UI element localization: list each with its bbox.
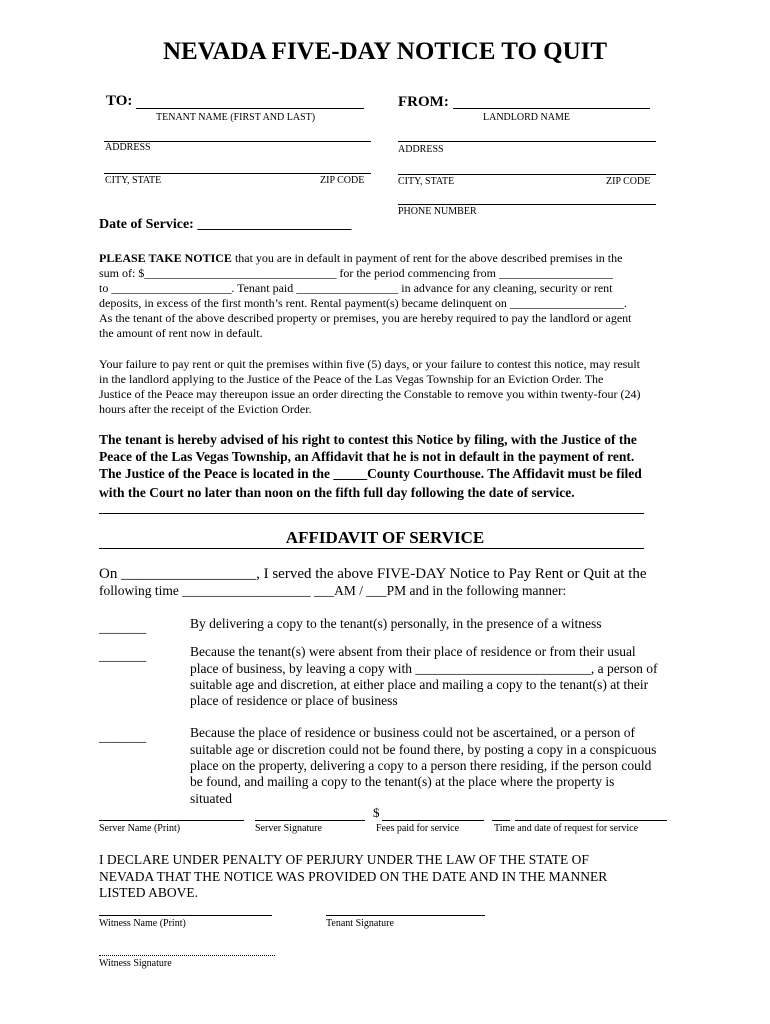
- tenant-signature-label: Tenant Signature: [326, 918, 394, 929]
- notice-line-1: [99, 251, 622, 266]
- server-name-field[interactable]: [99, 820, 244, 821]
- tenant-city-field[interactable]: [104, 173, 371, 174]
- to-label: TO:: [106, 93, 133, 109]
- tenant-address-label: ADDRESS: [105, 142, 151, 153]
- fees-label: Fees paid for service: [376, 823, 460, 834]
- fees-dollar: $: [373, 805, 380, 820]
- method-1-line-1: By delivering a copy to the tenant(s) personally, in the presence of a witness: [190, 616, 602, 631]
- time-prefix-field[interactable]: [492, 820, 510, 821]
- landlord-name-field[interactable]: [453, 108, 650, 109]
- method-2-line-3: suitable age and discretion, at either place and mailing a copy to the tenant(s) at their: [190, 677, 649, 692]
- method-3-blank[interactable]: _______: [99, 729, 147, 744]
- witness-signature-field[interactable]: [99, 955, 275, 956]
- notice-line-4: deposits, in excess of the first month’s rent. Rental payment(s) became delinquent on ___________________.: [99, 296, 627, 310]
- failure-line-2: in the landlord applying to the Justice of the Peace of the Las Vegas Township for an Eviction Order. The: [99, 372, 604, 386]
- advised-line-3: The Justice of the Peace is located in the _____County Courthouse. The Affidavit must be filed: [99, 466, 642, 481]
- landlord-zip-label: ZIP CODE: [606, 176, 651, 187]
- method-1-blank[interactable]: _______: [99, 620, 147, 635]
- tenant-name-field[interactable]: [136, 108, 364, 109]
- advised-line-4: with the Court no later than noon on the fifth full day following the date of service.: [99, 485, 575, 500]
- witness-name-field[interactable]: [99, 915, 272, 916]
- notice-line-3: to ____________________. Tenant paid _________________ in advance for any cleaning, security or rent: [99, 281, 613, 295]
- method-2-line-2: place of business, by leaving a copy with __________________________, a person of: [190, 661, 658, 676]
- failure-line-4: hours after the receipt of the Eviction Order.: [99, 402, 312, 416]
- affidavit-title: AFFIDAVIT OF SERVICE: [285, 528, 485, 547]
- served-line-1: On __________________, I served the above FIVE-DAY Notice to Pay Rent or Quit at the: [99, 566, 647, 582]
- advised-line-2: Peace of the Las Vegas Township, an Affidavit that he is not in default in the payment of rent.: [99, 449, 635, 464]
- landlord-name-label: LANDLORD NAME: [483, 112, 570, 123]
- landlord-city-field[interactable]: [398, 174, 656, 175]
- notice-line-2: sum of: $________________________________ for the period commencing from ___________________: [99, 266, 613, 280]
- server-name-label: Server Name (Print): [99, 823, 181, 834]
- divider-top: [99, 513, 644, 514]
- notice-line-1-text: that you are in default in payment of rent for the above described premises in the: [231, 251, 623, 265]
- failure-line-3: Justice of the Peace may thereupon issue an order directing the Constable to remove you within twenty-four (24): [99, 387, 641, 401]
- declaration-line-3: LISTED ABOVE.: [99, 885, 198, 900]
- fees-field[interactable]: [382, 820, 484, 821]
- document-title: NEVADA FIVE-DAY NOTICE TO QUIT: [162, 38, 608, 65]
- tenant-name-label: TENANT NAME (FIRST AND LAST): [156, 112, 316, 123]
- landlord-address-label: ADDRESS: [398, 144, 444, 155]
- method-3-line-2: suitable age or discretion could not be found there, by posting a copy in a conspicuous: [190, 742, 657, 757]
- landlord-phone-field[interactable]: [398, 204, 656, 205]
- server-signature-label: Server Signature: [255, 823, 322, 834]
- notice-line-5: As the tenant of the above described property or premises, you are hereby required to pay the landlord or agent: [99, 311, 632, 325]
- witness-signature-label: Witness Signature: [99, 958, 172, 969]
- notice-lead: PLEASE TAKE NOTICE: [99, 251, 232, 265]
- method-3-line-4: be found, and mailing a copy to the tenant(s) at the place where the property is: [190, 774, 615, 789]
- server-signature-field[interactable]: [255, 820, 365, 821]
- witness-name-label: Witness Name (Print): [99, 918, 186, 929]
- time-date-field[interactable]: [515, 820, 667, 821]
- method-3-line-1: Because the place of residence or business could not be ascertained, or a person of: [190, 725, 635, 740]
- declaration-line-1: I DECLARE UNDER PENALTY OF PERJURY UNDER THE LAW OF THE STATE OF: [99, 852, 589, 867]
- method-3-line-3: place on the property, delivering a copy to a person there residing, if the person could: [190, 758, 652, 773]
- tenant-zip-label: ZIP CODE: [320, 175, 365, 186]
- from-label: FROM:: [398, 94, 449, 110]
- served-line-2: following time ___________________ ___AM / ___PM and in the following manner:: [99, 583, 567, 598]
- date-of-service: Date of Service: ______________________: [99, 217, 352, 232]
- landlord-phone-label: PHONE NUMBER: [398, 206, 477, 217]
- method-2-line-1: Because the tenant(s) were absent from their place of residence or from their usual: [190, 644, 636, 659]
- declaration-line-2: NEVADA THAT THE NOTICE WAS PROVIDED ON THE DATE AND IN THE MANNER: [99, 869, 608, 884]
- tenant-city-label: CITY, STATE: [105, 175, 162, 186]
- method-3-line-5: situated: [190, 791, 232, 806]
- method-2-blank[interactable]: _______: [99, 648, 147, 663]
- landlord-address-field[interactable]: [398, 141, 656, 142]
- landlord-city-label: CITY, STATE: [398, 176, 455, 187]
- failure-line-1: Your failure to pay rent or quit the premises within five (5) days, or your failure to contest this notice, may result: [99, 357, 640, 371]
- tenant-signature-field[interactable]: [326, 915, 485, 916]
- notice-line-6: the amount of rent now in default.: [99, 326, 263, 340]
- time-date-label: Time and date of request for service: [494, 823, 639, 834]
- advised-line-1: The tenant is hereby advised of his right to contest this Notice by filing, with the Justice of the: [99, 432, 637, 447]
- method-2-line-4: place of residence or place of business: [190, 693, 398, 708]
- divider-bottom: [99, 548, 644, 549]
